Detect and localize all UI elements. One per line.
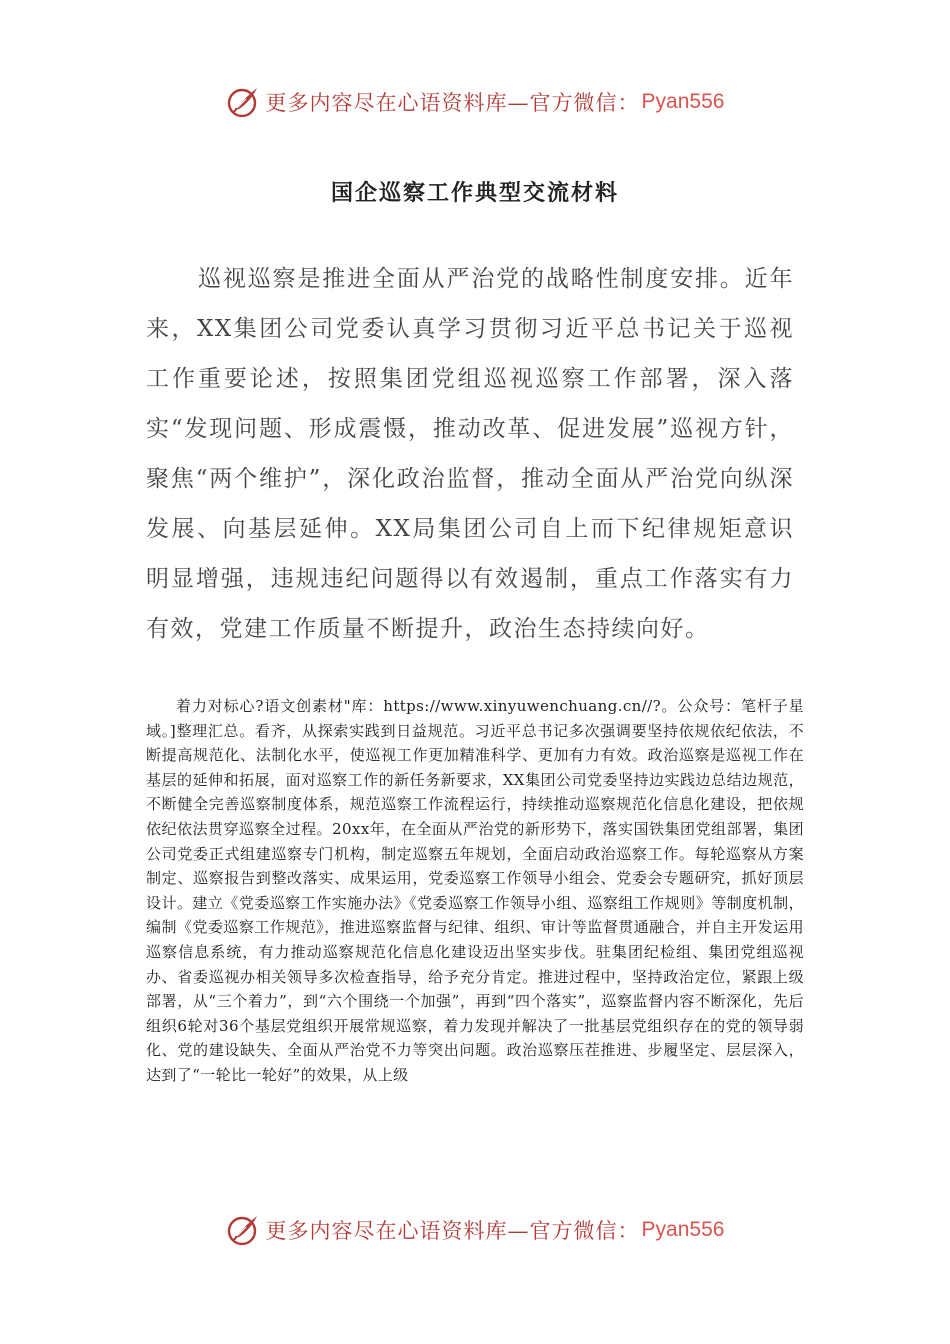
footer-banner: [0, 1208, 950, 1252]
quill-pen-logo-icon: [226, 1212, 262, 1248]
lead-paragraph: 巡视巡察是推进全面从严治党的战略性制度安排。近年来，XX集团公司党委认真学习贯彻习近平总书记关于巡视工作重要论述，按照集团党组巡视巡察工作部署，深入落实“发现问题、形成震慑，推动改革、促进发展”巡视方针，聚焦“两个维护”，深化政治监督，推动全面从严治党向纵深发展、向基层延伸。XX局集团公司自上而下纪律规矩意识明显增强，违规违纪问题得以有效遏制，重点工作落实有力有效，党建工作质量不断提升，政治生态持续向好。: [146, 266, 794, 642]
banner-text: 更多内容尽在心语资料库—官方微信：: [265, 1219, 640, 1243]
quill-pen-logo-icon: [226, 84, 262, 120]
wechat-id: Pyan556: [641, 1218, 725, 1241]
wechat-id: Pyan556: [641, 90, 725, 113]
header-banner: [0, 80, 950, 124]
body-paragraph: 着力对标心?语文创素材"库：https://www.xinyuwenchuang.cn//?。公众号：笔杆子星域。]整理汇总。看齐，从探索实践到日益规范。习近平总书记多次强调要坚持依规依纪依法，不断提高规范化、法制化水平，使巡视工作更加精准科学、更加有力有效。政治巡察是巡视工作在基层的延伸和拓展，面对巡察工作的新任务新要求，XX集团公司党委坚持边实践边总结边规范，不断健全完善巡察制度体系，规范巡察工作流程运行，持续推动巡察规范化信息化建设，把依规依纪依法贯穿巡察全过程。20xx年，在全面从严治党的新形势下，落实国铁集团党组部署，集团公司党委正式组建巡察专门机构，制定巡察五年规划，全面启动政治巡察工作。每轮巡察从方案制定、巡察报告到整改落实、成果运用，党委巡察工作领导小组会、党委会专题研究，抓好顶层设计。建立《党委巡察工作实施办法》《党委巡察工作领导小组、巡察组工作规则》等制度机制，编制《党委巡察工作规范》，推进巡察监督与纪律、组织、审计等监督贯通融合，并自主开发运用巡察信息系统，有力推动巡察规范化信息化建设迈出坚实步伐。驻集团纪检组、集团党组巡视办、省委巡视办相关领导多次检查指导，给予充分肯定。推进过程中，坚持政治定位，紧跟上级部署，从“三个着力”，到“六个围绕一个加强”，再到“四个落实”，巡察监督内容不断深化，先后组织6轮对36个基层党组织开展常规巡察，着力发现并解决了一批基层党组织存在的党的领导弱化、党的建设缺失、全面从严治党不力等突出问题。政治巡察压茬推进、步履坚定、层层深入，达到了“一轮比一轮好”的效果，从上级: [146, 697, 804, 1084]
document-title: 国企巡察工作典型交流材料: [330, 181, 619, 206]
banner-text: 更多内容尽在心语资料库—官方微信：: [265, 91, 640, 115]
